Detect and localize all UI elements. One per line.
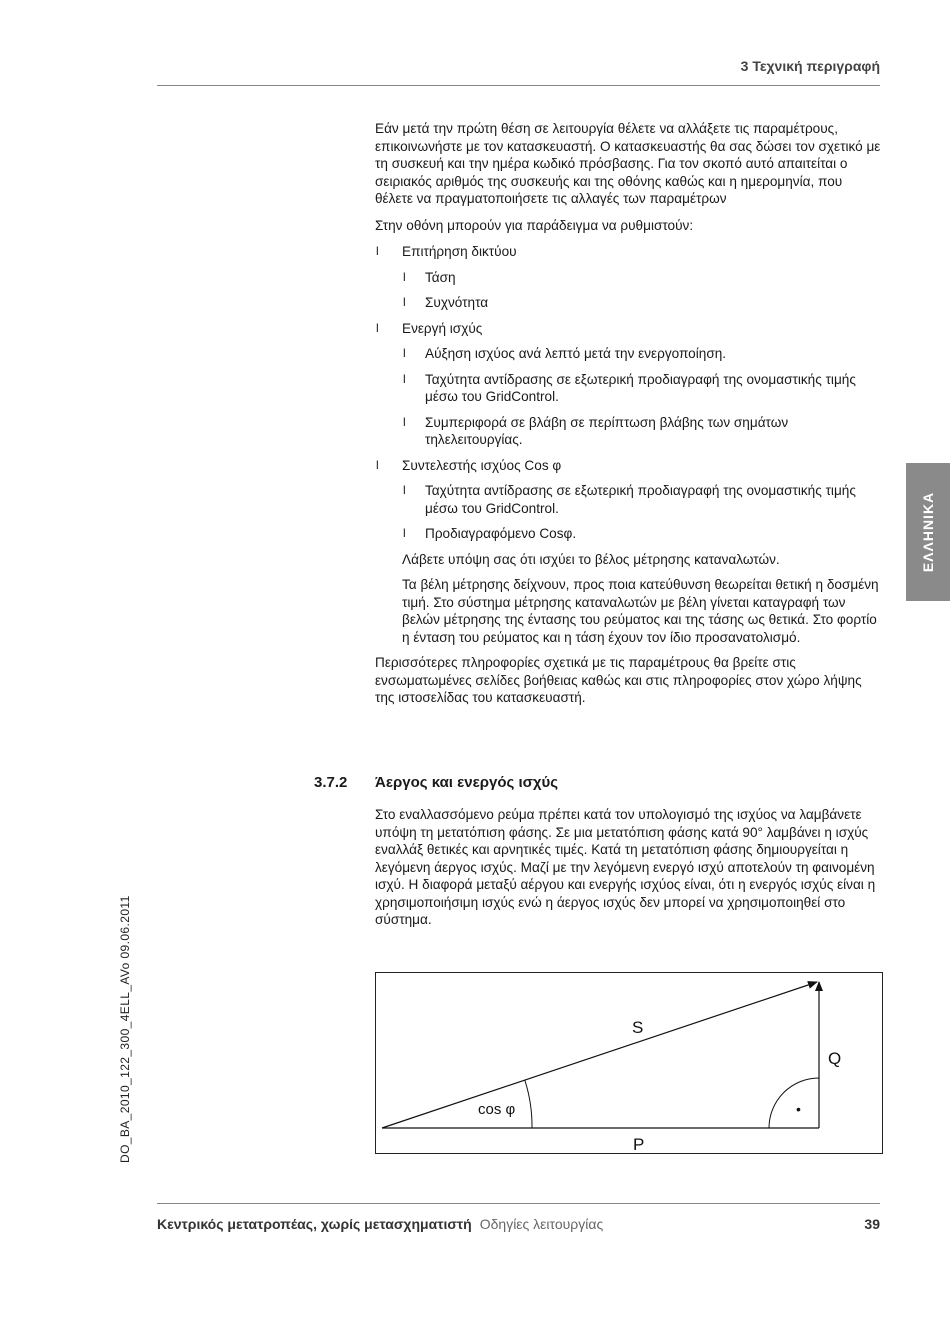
- p-label: P: [633, 1135, 645, 1153]
- bullet-icon: l: [376, 320, 379, 335]
- chapter-title: 3 Τεχνική περιγραφή: [740, 58, 880, 74]
- section-number: 3.7.2: [314, 774, 348, 791]
- power-triangle-diagram: [375, 972, 883, 1154]
- bullet-icon: l: [403, 371, 406, 386]
- note-arrow-explanation: Τα βέλη μέτρησης δείχνουν, προς ποια κατεύθυνση θεωρείται θετική η δοσμένη τιμή. Στο σύστημα μέτρησης καταναλωτών με βέλη γίνεται καταγραφή των βελών μέτρησης της έντασης του ρεύματος και της τάσης ως θετικά. Στο φορτίο η ένταση του ρεύματος και η τάση έχουν τον ίδιο προσανατολισμό.: [402, 577, 879, 645]
- bullet-icon: l: [403, 295, 406, 309]
- bullet-icon: l: [403, 269, 406, 284]
- right-angle-dot: •: [796, 1101, 801, 1117]
- bullet-icon: l: [376, 457, 379, 472]
- page-footer: [157, 1216, 880, 1232]
- page-number: 39: [864, 1216, 880, 1232]
- footer-subtitle: Οδηγίες λειτουργίας: [479, 1216, 604, 1232]
- section-body: [375, 806, 883, 929]
- power-triangle-svg: [376, 973, 882, 1153]
- outro-paragraph: Περισσότερες πληροφορίες σχετικά με τις παραμέτρους θα βρείτε στις ενσωματωμένες σελίδες βοήθειας καθώς και στις πληροφορίες στον χώρο λήψης της ιστοσελίδας του κατασκευαστή.: [375, 655, 862, 705]
- header-divider: [157, 85, 880, 86]
- section-paragraph: Στο εναλλασσόμενο ρεύμα πρέπει κατά τον υπολογισμό της ισχύος να λαμβάνετε υπόψη τη μετατόπιση φάσης. Σε μια μετατόπιση φάσης κατά 90° λαμβάνει η ισχύς εναλλάξ θετικές και αρνητικές τιμές. Κατά τη μετατόπιση φάσης δημιουργείται η λεγόμενη άεργος ισχύς. Μαζί με την λεγόμενη ενεργό ισχύ αποτελούν τη φαινομένη ισχύ. Η διαφορά μεταξύ αέργου και ενεργής ισχύος είναι, ότι η ενεργός ισχύς είναι η χρησιμοποιήσιμη ισχύς ενώ η άεργος ισχύς δεν μπορεί να χρησιμοποιηθεί στο σύστημα.: [375, 807, 876, 927]
- list-item: l Ταχύτητα αντίδρασης σε εξωτερική προδιαγραφή της ονομαστικής τιμής μέσω του GridControl.: [403, 483, 856, 516]
- list-item: l Τάση: [403, 269, 456, 285]
- angle-arc: [525, 1080, 532, 1128]
- s-label: S: [632, 1018, 644, 1037]
- list-item: l Συχνότητα: [403, 295, 489, 310]
- settings-list: [375, 243, 883, 646]
- list-item: l Επιτήρηση δικτύου: [376, 244, 517, 259]
- note-arrow: Λάβετε υπόψη σας ότι ισχύει το βέλος μέτρησης καταναλωτών.: [402, 551, 780, 567]
- angle-label: cos φ: [478, 1101, 516, 1118]
- right-angle-arc: [769, 1078, 819, 1128]
- language-tab: [906, 463, 950, 601]
- language-tab-label: ΕΛΛΗΝΙΚΑ: [920, 491, 936, 573]
- intro-lead: Στην οθόνη μπορούν για παράδειγμα να ρυθμιστούν:: [375, 217, 694, 233]
- main-content: [375, 120, 883, 716]
- bullet-icon: l: [403, 526, 406, 540]
- list-item: l Ταχύτητα αντίδρασης σε εξωτερική προδιαγραφή της ονομαστικής τιμής μέσω του GridControl.: [403, 371, 856, 404]
- document-id: DO_BA_2010_122_300_4ELL_AVo 09.06.2011: [118, 895, 132, 1163]
- list-item: l Συμπεριφορά σε βλάβη σε περίπτωση βλάβης των σημάτων τηλελειτουργίας.: [403, 414, 789, 447]
- bullet-icon: l: [403, 346, 406, 360]
- list-item: l Ενεργή ισχύς: [376, 320, 483, 336]
- s-vector: [382, 982, 817, 1128]
- bullet-icon: l: [403, 414, 406, 429]
- footer-divider: [157, 1203, 880, 1204]
- intro-paragraph: Εάν μετά την πρώτη θέση σε λειτουργία θέλετε να αλλάξετε τις παραμέτρους, επικοινωνήστε με τον κατασκευαστή. Ο κατασκευαστής θα σας δώσει τον σχετικό με τη συσκευή και την ημέρα κωδικό πρόσβασης. Για τον σκοπό αυτό απαιτείται ο σειριακός αριθμός της συσκευής και της οθόνης καθώς και η ημερομηνία, που θέλετε να πραγματοποιήσετε τις αλλαγές των παραμέτρων: [375, 121, 881, 206]
- section-heading: [314, 774, 558, 791]
- bullet-icon: l: [376, 244, 379, 258]
- list-item: l Συντελεστής ισχύος Cos φ: [376, 457, 562, 473]
- footer-title: Κεντρικός μετατροπέας, χωρίς μετασχηματιστή: [157, 1216, 472, 1232]
- q-label: Q: [828, 1049, 842, 1068]
- bullet-icon: l: [403, 483, 406, 497]
- list-item: l Προδιαγραφόμενο Cosφ.: [403, 526, 577, 541]
- list-item: l Αύξηση ισχύος ανά λεπτό μετά την ενεργοποίηση.: [403, 346, 727, 361]
- section-title: Άεργος και ενεργός ισχύς: [375, 774, 559, 791]
